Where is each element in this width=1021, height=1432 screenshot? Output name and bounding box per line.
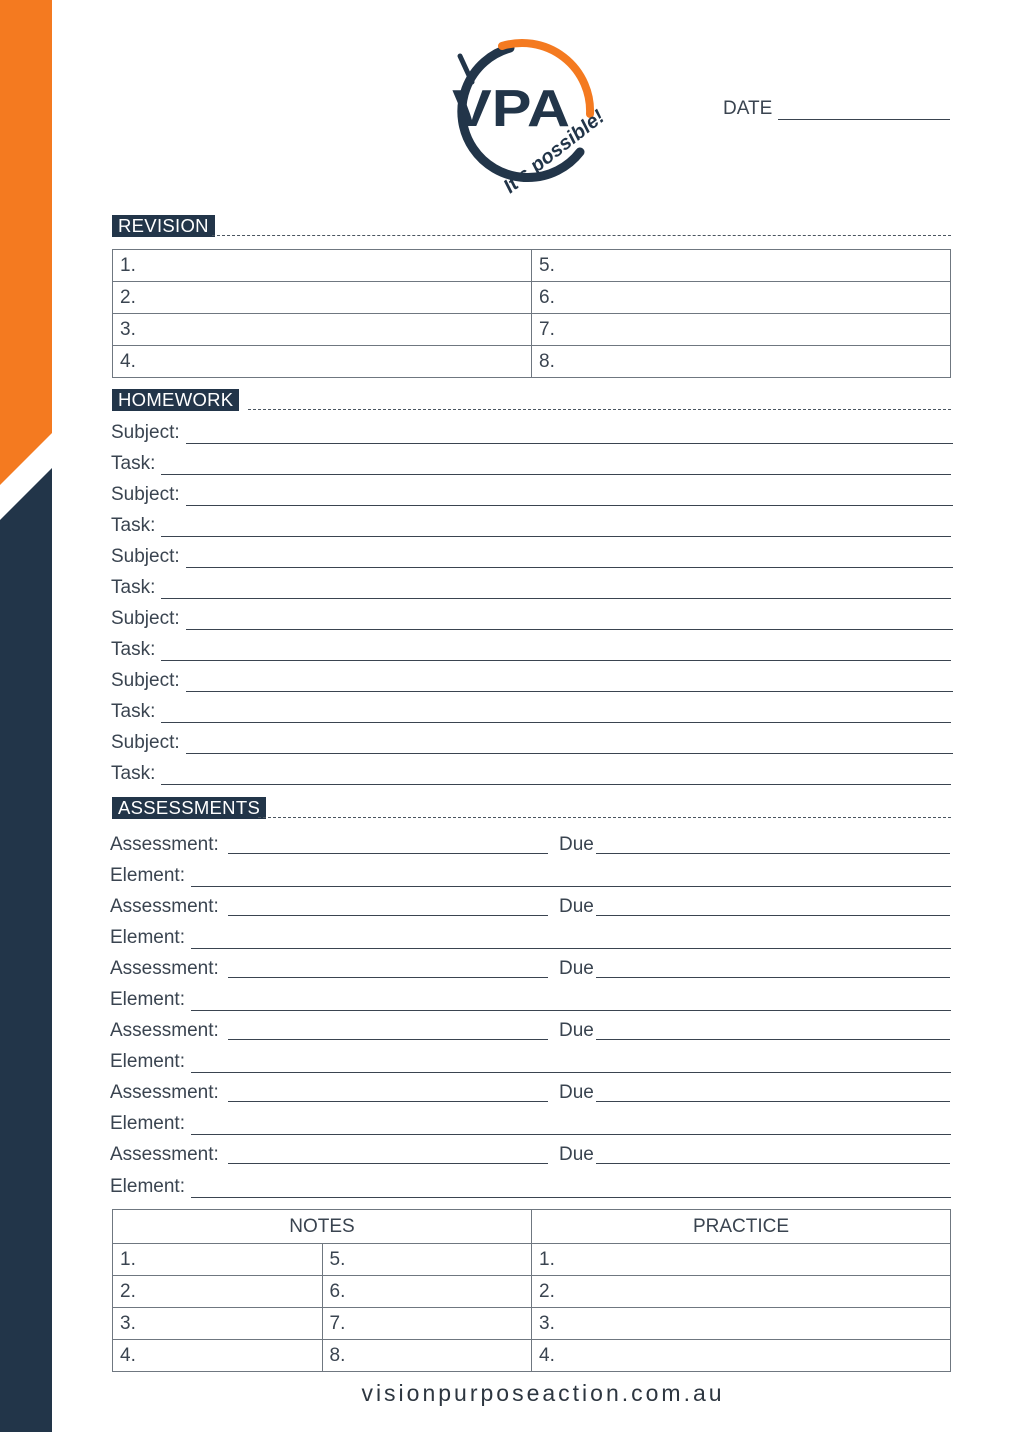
homework-task-row[interactable] (111, 513, 951, 537)
element-label: Element: (110, 1113, 185, 1134)
table-row (113, 1308, 951, 1340)
notes-cell[interactable]: 3. (113, 1308, 323, 1340)
element-row[interactable] (110, 1049, 951, 1073)
notes-cell[interactable]: 2. (113, 1276, 323, 1308)
task-line[interactable] (161, 460, 951, 475)
task-label: Task: (111, 577, 156, 598)
task-line[interactable] (161, 584, 951, 599)
notes-cell[interactable]: 8. (322, 1340, 532, 1372)
notes-cell[interactable]: 5. (322, 1244, 532, 1276)
assessment-line[interactable] (228, 1101, 548, 1102)
task-label: Task: (111, 701, 156, 722)
due-line[interactable] (596, 853, 950, 854)
due-label: Due (559, 958, 594, 979)
notes-heading: NOTES (113, 1210, 532, 1244)
due-label: Due (559, 834, 594, 855)
element-line[interactable] (191, 1120, 951, 1135)
element-row[interactable] (110, 863, 951, 887)
assessments-section-header (112, 797, 951, 819)
revision-divider (212, 235, 951, 236)
homework-divider (248, 409, 951, 410)
practice-heading: PRACTICE (532, 1210, 951, 1244)
task-line[interactable] (161, 770, 951, 785)
element-row[interactable] (110, 1174, 951, 1198)
subject-line[interactable] (186, 677, 953, 692)
assessment-row[interactable] (110, 1080, 950, 1104)
table-row (113, 282, 951, 314)
table-row (113, 346, 951, 378)
practice-cell[interactable]: 2. (532, 1276, 951, 1308)
side-color-band (0, 0, 52, 1432)
element-row[interactable] (110, 987, 951, 1011)
element-label: Element: (110, 1051, 185, 1072)
revision-cell[interactable]: 4. (113, 346, 532, 378)
table-header-row (113, 1210, 951, 1244)
due-line[interactable] (596, 1039, 950, 1040)
element-line[interactable] (191, 1183, 951, 1198)
element-row[interactable] (110, 1111, 951, 1135)
assessment-row[interactable] (110, 1018, 950, 1042)
revision-cell[interactable]: 5. (532, 250, 951, 282)
subject-line[interactable] (186, 429, 953, 444)
revision-section-header (112, 215, 951, 237)
notes-cell[interactable]: 6. (322, 1276, 532, 1308)
task-line[interactable] (161, 646, 951, 661)
element-line[interactable] (191, 934, 951, 949)
assessment-line[interactable] (228, 853, 548, 854)
task-label: Task: (111, 515, 156, 536)
subject-line[interactable] (186, 739, 953, 754)
vpa-logo (440, 26, 620, 206)
task-line[interactable] (161, 708, 951, 723)
practice-cell[interactable]: 3. (532, 1308, 951, 1340)
revision-cell[interactable]: 1. (113, 250, 532, 282)
assessment-line[interactable] (228, 1163, 548, 1164)
date-label: DATE (723, 98, 773, 119)
task-label: Task: (111, 763, 156, 784)
assessment-label: Assessment: (110, 1020, 219, 1041)
footer-website: visionpurposeaction.com.au (361, 1380, 725, 1406)
notes-cell[interactable]: 7. (322, 1308, 532, 1340)
element-label: Element: (110, 1176, 185, 1197)
subject-label: Subject: (111, 546, 180, 567)
table-row (113, 1244, 951, 1276)
due-line[interactable] (596, 1101, 950, 1102)
homework-section-header (112, 389, 951, 411)
assessments-heading: ASSESSMENTS (112, 797, 266, 819)
homework-task-row[interactable] (111, 451, 951, 475)
revision-cell[interactable]: 2. (113, 282, 532, 314)
notes-cell[interactable]: 1. (113, 1244, 323, 1276)
assessments-divider (258, 817, 951, 818)
due-label: Due (559, 896, 594, 917)
homework-subject-row[interactable] (111, 668, 953, 692)
subject-line[interactable] (186, 615, 953, 630)
revision-cell[interactable]: 3. (113, 314, 532, 346)
homework-subject-row[interactable] (111, 482, 953, 506)
revision-cell[interactable]: 8. (532, 346, 951, 378)
assessment-label: Assessment: (110, 896, 219, 917)
element-label: Element: (110, 989, 185, 1010)
practice-cell[interactable]: 4. (532, 1340, 951, 1372)
element-label: Element: (110, 865, 185, 886)
date-field[interactable] (723, 98, 950, 120)
element-line[interactable] (191, 872, 951, 887)
subject-label: Subject: (111, 670, 180, 691)
assessment-label: Assessment: (110, 1082, 219, 1103)
homework-task-row[interactable] (111, 637, 951, 661)
due-line[interactable] (596, 977, 950, 978)
element-line[interactable] (191, 996, 951, 1011)
assessment-label: Assessment: (110, 1144, 219, 1165)
homework-task-row[interactable] (111, 575, 951, 599)
assessment-row[interactable] (110, 832, 950, 856)
practice-cell[interactable]: 1. (532, 1244, 951, 1276)
task-label: Task: (111, 639, 156, 660)
notes-cell[interactable]: 4. (113, 1340, 323, 1372)
revision-cell[interactable]: 6. (532, 282, 951, 314)
due-label: Due (559, 1020, 594, 1041)
homework-task-row[interactable] (111, 699, 951, 723)
assessment-line[interactable] (228, 915, 548, 916)
logo-tagline: It's possible! (499, 105, 609, 198)
assessment-line[interactable] (228, 1039, 548, 1040)
homework-subject-row[interactable] (111, 544, 953, 568)
notes-practice-table (112, 1209, 951, 1372)
subject-label: Subject: (111, 422, 180, 443)
assessment-row[interactable] (110, 1142, 950, 1166)
element-line[interactable] (191, 1058, 951, 1073)
due-line[interactable] (596, 1163, 950, 1164)
due-label: Due (559, 1144, 594, 1165)
homework-subject-row[interactable] (111, 420, 953, 444)
subject-line[interactable] (186, 553, 953, 568)
task-line[interactable] (161, 522, 951, 537)
subject-label: Subject: (111, 484, 180, 505)
revision-heading: REVISION (112, 215, 215, 237)
table-row (113, 250, 951, 282)
task-label: Task: (111, 453, 156, 474)
due-line[interactable] (596, 915, 950, 916)
assessment-line[interactable] (228, 977, 548, 978)
table-row (113, 1340, 951, 1372)
date-line[interactable] (778, 101, 950, 120)
revision-cell[interactable]: 7. (532, 314, 951, 346)
subject-label: Subject: (111, 608, 180, 629)
subject-line[interactable] (186, 491, 953, 506)
revision-table (112, 249, 951, 378)
assessment-label: Assessment: (110, 834, 219, 855)
due-label: Due (559, 1082, 594, 1103)
homework-subject-row[interactable] (111, 730, 953, 754)
subject-label: Subject: (111, 732, 180, 753)
assessment-row[interactable] (110, 956, 950, 980)
element-row[interactable] (110, 925, 951, 949)
assessment-row[interactable] (110, 894, 950, 918)
element-label: Element: (110, 927, 185, 948)
homework-task-row[interactable] (111, 761, 951, 785)
assessment-label: Assessment: (110, 958, 219, 979)
homework-heading: HOMEWORK (112, 389, 239, 411)
logo-letters: VPA (452, 80, 570, 138)
homework-subject-row[interactable] (111, 606, 953, 630)
table-row (113, 1276, 951, 1308)
table-row (113, 314, 951, 346)
